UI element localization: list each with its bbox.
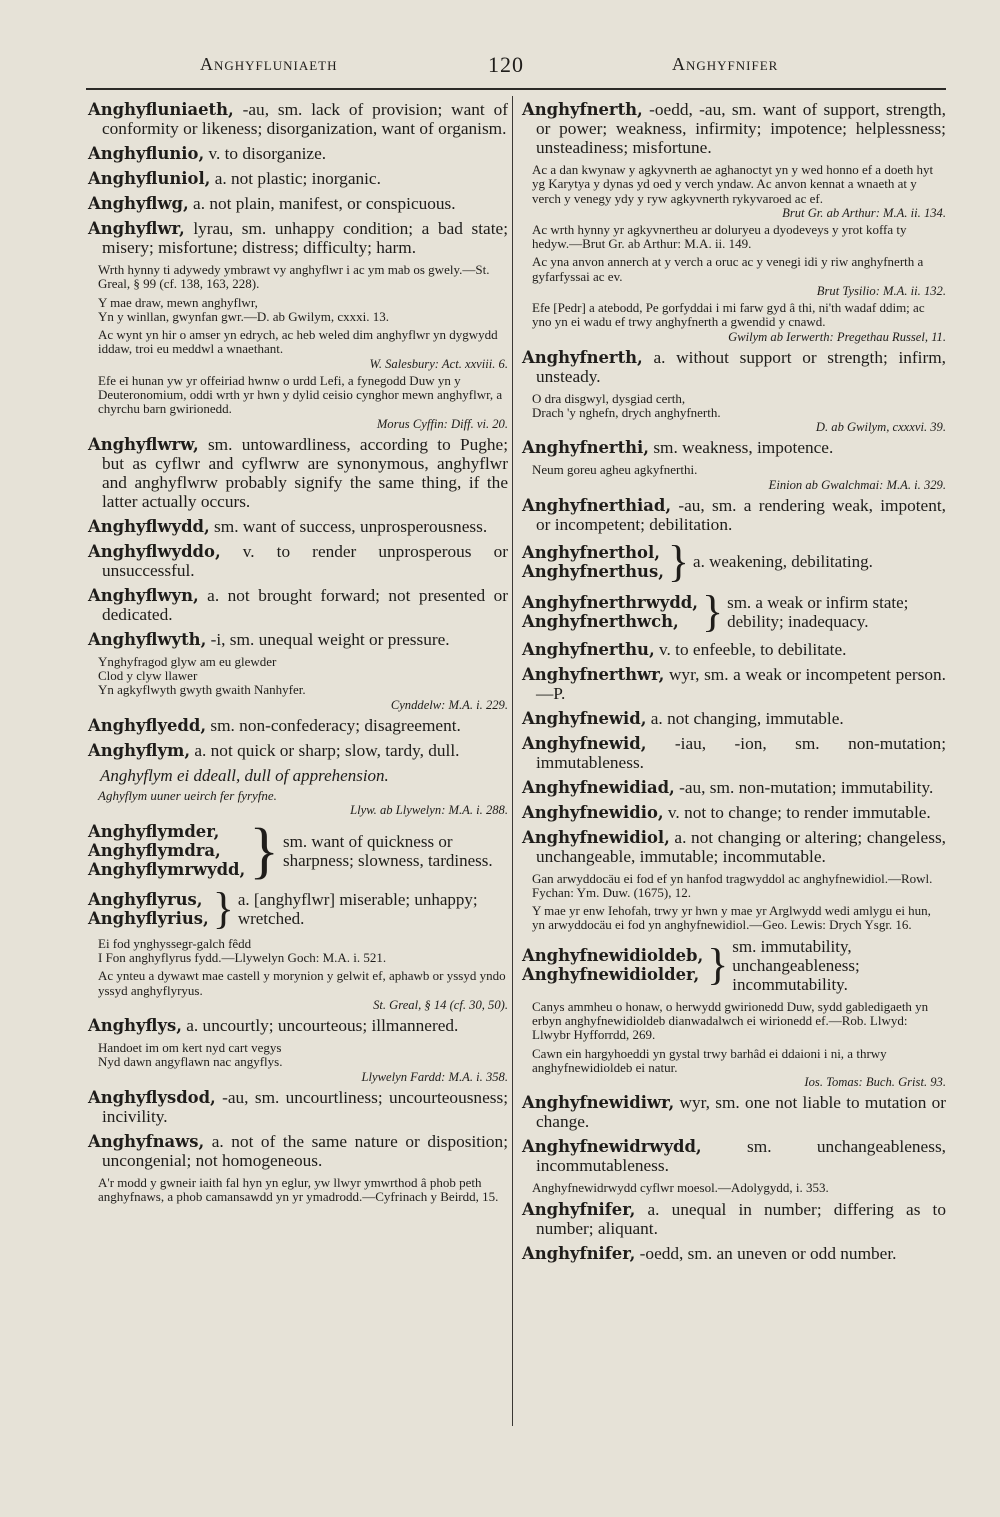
- definition: v. to disorganize.: [204, 144, 327, 163]
- entry: [522, 100, 946, 157]
- definition: sm. weakness, impotence.: [649, 438, 834, 458]
- quotation: Ac yna anvon annerch at y verch a oruc ac y venegi idi y riw anghyfnerth a gyfarfyssai ac ev.: [532, 254, 924, 284]
- definition: a. not of the same nature or disposition; uncongenial; not homogeneous.: [102, 1131, 508, 1170]
- entry: [522, 828, 946, 866]
- definition: sm. want of success, unprosperousness.: [209, 516, 488, 536]
- citations: [522, 872, 946, 933]
- brace: }: [249, 816, 279, 885]
- headword: Anghyflysdod,: [88, 1087, 216, 1107]
- definition: v. to render unprosperous or unsuccessful.: [102, 541, 508, 580]
- citations: [522, 463, 946, 491]
- entry: [522, 803, 946, 822]
- entry: [88, 100, 508, 138]
- entry: [88, 144, 508, 163]
- definition: sm. want of quickness or sharpness; slowness, tardiness.: [282, 831, 493, 870]
- source: Llywelyn Fardd: M.A. i. 358.: [361, 1069, 508, 1084]
- entry: [522, 778, 946, 797]
- headword: Anghyflunio,: [88, 144, 205, 163]
- entry: [88, 630, 508, 649]
- quotation: Neum goreu agheu agkyfnerthi.: [532, 462, 698, 478]
- headword: Anghyfnifer,: [522, 1199, 636, 1219]
- definition: a. not plain, manifest, or conspicuous.: [188, 194, 456, 213]
- headword: Anghyflyrus,: [88, 889, 203, 909]
- quotation: O dra disgwyl, dysgiad certh,: [532, 390, 686, 406]
- definition: -oedd, -au, sm. want of support, strength, or power; weakness, infirmity; impotence; helplessness; unsteadiness; misfortune.: [536, 100, 946, 157]
- headword: Anghyflwyth,: [88, 629, 207, 649]
- headword: Anghyflwyn,: [88, 585, 199, 605]
- quotation: Efe [Pedr] a atebodd, Pe gorfyddai i mi farw gyd â thi, ni'th wadaf ddim; ac yno yn ei wadu ef trwy anghyfnerth a gwendid y cnawd.: [532, 300, 925, 330]
- headword-group: [522, 536, 946, 586]
- citations: [522, 1181, 946, 1195]
- headword: Anghyflwyddo,: [88, 541, 221, 561]
- definition: a. [anghyflwr] miserable; unhappy; wretched.: [237, 889, 478, 928]
- quotation: Yn agkyflwyth gwyth gwaith Nanhyfer.: [98, 682, 306, 698]
- quotation: A'r modd y gwneir iaith fal hyn yn eglur, yw llwyr ymwrthod â phob peth anghyfnaws, a phob camansawdd yn yr ymadrodd.—Cyfrinach y Beirdd, 15.: [98, 1174, 499, 1204]
- definition: a. not changing or altering; changeless, unchangeable, immutable; incommutable.: [536, 827, 946, 866]
- quotation: Ac wrth hynny yr agkyvnertheu ar doluryeu a dyodeveys y yrot koffa ty hedyw.—Brut Gr. ab Arthur: M.A. ii. 149.: [532, 221, 907, 252]
- citations: [522, 392, 946, 435]
- left-column: [88, 100, 508, 1208]
- headword: Anghyfnerth,: [522, 347, 643, 367]
- definition: -au, sm. non-mutation; immutability.: [674, 777, 934, 797]
- headword: Anghyfnerthrwydd,: [522, 592, 698, 612]
- headword: Anghyfnerthi,: [522, 438, 649, 458]
- entry: [88, 542, 508, 580]
- entry: [88, 586, 508, 624]
- definition: -i, sm. unequal weight or pressure.: [206, 629, 450, 649]
- entry: [522, 348, 946, 386]
- headword-group: [522, 586, 946, 636]
- headword: Anghyfnewidiwr,: [522, 1093, 675, 1113]
- source: Llyw. ab Llywelyn: M.A. i. 288.: [350, 802, 508, 817]
- definition: a. unequal in number; differing as to number; aliquant.: [536, 1199, 946, 1238]
- source: W. Salesbury: Act. xxviii. 6.: [369, 356, 508, 371]
- entry: [522, 1244, 946, 1263]
- brace: }: [667, 536, 690, 586]
- entry: [88, 169, 508, 188]
- brace: }: [701, 586, 724, 636]
- headword: Anghyfnewid,: [522, 733, 647, 753]
- headword: Anghyfnerth,: [522, 100, 643, 119]
- definition: wyr, sm. a weak or incompetent person.—P.: [536, 664, 946, 703]
- quotation: I Fon anghyflyrus fydd.—Llywelyn Goch: M.A. i. 521.: [98, 950, 387, 966]
- headword: Anghyflymdra,: [88, 841, 221, 861]
- source: Morus Cyffin: Diff. vi. 20.: [376, 416, 508, 431]
- running-head-right: Anghyfnifer: [672, 54, 779, 74]
- definition: v. not to change; to render immutable.: [663, 802, 931, 822]
- headword: Anghyflyedd,: [88, 715, 207, 735]
- source: D. ab Gwilym, cxxxvi. 39.: [815, 420, 946, 435]
- running-head: [0, 50, 1000, 80]
- source: Cynddelw: M.A. i. 229.: [390, 697, 508, 712]
- headword: Anghyflys,: [88, 1016, 182, 1036]
- citations: [522, 163, 946, 344]
- entry: [522, 1093, 946, 1131]
- entry: [522, 438, 946, 457]
- quotation: Cawn ein hargyhoeddi yn gystal trwy barhâd ei ddaioni i ni, a thrwy anghyfnewidioldeb ei natur.: [532, 1045, 887, 1075]
- quotation: Ac a dan kwynaw y agkyvnerth ae aghanoctyt yn y wed honno ef a doeth hyt yg Karytya y dynas yd oed y verch yndaw. Ac anvon kennat a wnaeth at y verch y venegy ydy y ryw agkyvnerth rykyvaroed ac ef.: [532, 162, 934, 206]
- source: Einion ab Gwalchmai: M.A. i. 329.: [768, 477, 946, 492]
- citations: [88, 937, 508, 1012]
- headword: Anghyflwg,: [88, 194, 189, 213]
- headword: Anghyfnewidio,: [522, 802, 664, 822]
- quotation: Y mae draw, mewn anghyflwr,: [98, 294, 258, 310]
- running-head-left: Anghyfluniaeth: [200, 54, 338, 74]
- entry: [88, 219, 508, 257]
- quotation: Ei fod ynghyssegr-galch fêdd: [98, 935, 252, 951]
- headword: Anghyfnaws,: [88, 1131, 205, 1151]
- headword: Anghyfnewidiolder,: [522, 965, 700, 985]
- header-rule: [86, 88, 946, 90]
- definition: a. not brought forward; not presented or dedicated.: [102, 585, 508, 624]
- headword: Anghyfnewidrwydd,: [522, 1137, 702, 1157]
- entry: [522, 1137, 946, 1175]
- definition: -iau, -ion, sm. non-mutation; immutableness.: [536, 733, 946, 772]
- right-column: [522, 100, 946, 1269]
- quotation: Drach 'y nghefn, drych anghyfnerth.: [532, 404, 721, 420]
- quotation: Clod y clyw llawer: [98, 667, 198, 683]
- definition: sm. immutability, unchangeableness; incommutability.: [732, 936, 860, 994]
- headword: Anghyfnerthus,: [522, 561, 664, 581]
- entry: [88, 194, 508, 213]
- quotation: Y mae yr enw Iehofah, trwy yr hwn y mae yr Arglwydd wedi amlygu ei hun, yn arwyddocäu ei fod yn anghyfnewidiol.—Geo. Lewis: Drych Ysgr. 16.: [532, 903, 931, 933]
- headword: Anghyflyrius,: [88, 908, 209, 928]
- headword: Anghyfnifer,: [522, 1243, 636, 1263]
- entry: [88, 1016, 508, 1035]
- headword: Anghyfnewid,: [522, 708, 647, 728]
- headword: Anghyfnerthwch,: [522, 611, 679, 631]
- headword-group: [88, 883, 508, 933]
- headword: Anghyfluniol,: [88, 169, 211, 188]
- quotation: Nyd dawn angyflawn nac angyflys.: [98, 1054, 283, 1070]
- entry: [88, 517, 508, 536]
- definition: sm. unchangeableness, incommutableness.: [536, 1137, 946, 1176]
- source: St. Greal, § 14 (cf. 30, 50).: [373, 998, 508, 1013]
- entry: [88, 741, 508, 760]
- brace: }: [212, 883, 234, 933]
- quotation: Aghyflym uuner ueirch fer fyryfne.: [98, 787, 277, 803]
- definition: -au, sm. a rendering weak, impotent, or incompetent; debilitation.: [536, 495, 946, 534]
- quotation: Handoet im om kert nyd cart vegys: [98, 1040, 282, 1056]
- definition: sm. a weak or infirm state; debility; inadequacy.: [727, 592, 909, 631]
- headword: Anghyflwrw,: [88, 434, 199, 454]
- quotation: Ac wynt yn hir o amser yn edrych, ac heb weled dim anghyflwr yn dygwydd iddaw, troi eu meddwl a wnaethant.: [98, 327, 498, 357]
- quotation: Yn y winllan, gwynfan gwr.—D. ab Gwilym, cxxxi. 13.: [98, 308, 390, 324]
- definition: v. to enfeeble, to debilitate.: [654, 639, 847, 659]
- citations: [88, 655, 508, 712]
- headword: Anghyfnerthol,: [522, 542, 660, 562]
- headword: Anghyfnewidioldeb,: [522, 946, 704, 966]
- source: Brut Gr. ab Arthur: M.A. ii. 134.: [782, 205, 946, 220]
- definition: sm. untowardliness, according to Pughe; but as cyflwr and cyflwrw are synonymous, anghyflwr and anghyflwrw probably signify the same thing, if the latter actually occurs.: [102, 434, 508, 511]
- definition: a. weakening, debilitating.: [693, 552, 873, 572]
- definition: a. without support or strength; infirm, unsteady.: [536, 347, 946, 386]
- headword: Anghyflymrwydd,: [88, 860, 246, 880]
- headword: Anghyflwydd,: [88, 516, 210, 536]
- definition: lyrau, sm. unhappy condition; a bad state; misery; misfortune; distress; difficulty; harm.: [102, 219, 508, 257]
- entry: [88, 1088, 508, 1126]
- definition: sm. non-confederacy; disagreement.: [206, 715, 461, 735]
- source: Brut Tysilio: M.A. ii. 132.: [816, 284, 946, 299]
- entry: [522, 734, 946, 772]
- definition: -au, sm. lack of provision; want of conformity or likeness; disorganization, want of organism.: [102, 100, 508, 138]
- definition: a. not plastic; inorganic.: [210, 169, 381, 188]
- citations: [88, 263, 508, 431]
- quotation: Efe ei hunan yw yr offeiriad hwnw o urdd Lefi, a fynegodd Duw yn y Deuteronomium, oddi wrth yr hwn y dylid ceisio cynghor mewn anghyflwr, a chyrchu barn gwirionedd.: [98, 372, 503, 417]
- headword-group: [88, 816, 508, 885]
- quotation: Ac ynteu a dywawt mae castell y morynion y gelwit ef, aphawb or yssyd yndo yssyd anghyflyryus.: [98, 968, 506, 998]
- entry: [522, 665, 946, 703]
- headword: Anghyflwr,: [88, 219, 185, 238]
- headword: Anghyfnewidiad,: [522, 777, 675, 797]
- headword: Anghyfluniaeth,: [88, 100, 234, 119]
- definition: a. not quick or sharp; slow, tardy, dull.: [190, 740, 460, 760]
- quotation: Canys ammheu o honaw, o herwydd gwirionedd Duw, sydd gabledigaeth yn erbyn anghyfnewidioldeb dianwadalwch ei wirionedd ef.—Rob. Llwyd: Llwybr Hyfforrdd, 269.: [532, 998, 929, 1043]
- quotation: Anghyfnewidrwydd cyflwr moesol.—Adolygydd, i. 353.: [532, 1180, 829, 1196]
- headword-group: [522, 937, 946, 994]
- definition: -oedd, sm. an uneven or odd number.: [635, 1243, 897, 1263]
- phrase: Anghyflym ei ddeall, dull of apprehension.: [100, 765, 389, 785]
- headword: Anghyfnewidiol,: [522, 827, 670, 847]
- headword: Anghyfnerthu,: [522, 639, 655, 659]
- source: Ios. Tomas: Buch. Grist. 93.: [804, 1075, 946, 1090]
- headword: Anghyfnerthwr,: [522, 664, 665, 684]
- entry: [522, 1200, 946, 1238]
- quotation: Gan arwyddocäu ei fod ef yn hanfod tragwyddol ac anghyfnewidiol.—Rowl. Fychan: Ym. Duw. (1675), 12.: [532, 870, 933, 900]
- quotation: Ynghyfragod glyw am eu glewder: [98, 653, 277, 669]
- page-number: 120: [488, 52, 524, 77]
- entry: [522, 709, 946, 728]
- headword: Anghyflym,: [88, 740, 191, 760]
- column-divider: [512, 96, 513, 1426]
- source: Gwilym ab Ierwerth: Pregethau Russel, 11.: [728, 329, 946, 344]
- entry: [88, 435, 508, 511]
- entry: [522, 496, 946, 534]
- headword: Anghyflymder,: [88, 822, 220, 842]
- entry: [522, 640, 946, 659]
- headword: Anghyfnerthiad,: [522, 495, 672, 515]
- brace: }: [707, 940, 729, 990]
- citations: [522, 1000, 946, 1089]
- citations: [88, 789, 508, 817]
- definition: wyr, sm. one not liable to mutation or change.: [536, 1093, 946, 1132]
- definition: a. not changing, immutable.: [646, 708, 844, 728]
- citations: [88, 1041, 508, 1084]
- entry: [88, 716, 508, 735]
- definition: -au, sm. uncourtliness; uncourteousness; incivility.: [102, 1087, 508, 1126]
- quotation: Wrth hynny ti adywedy ymbrawt vy anghyflwr i ac ym mab os gwely.—St. Greal, § 99 (cf. 138, 163, 228).: [98, 262, 490, 292]
- citations: [88, 1176, 508, 1205]
- entry: [88, 1132, 508, 1170]
- definition: a. uncourtly; uncourteous; illmannered.: [181, 1016, 459, 1036]
